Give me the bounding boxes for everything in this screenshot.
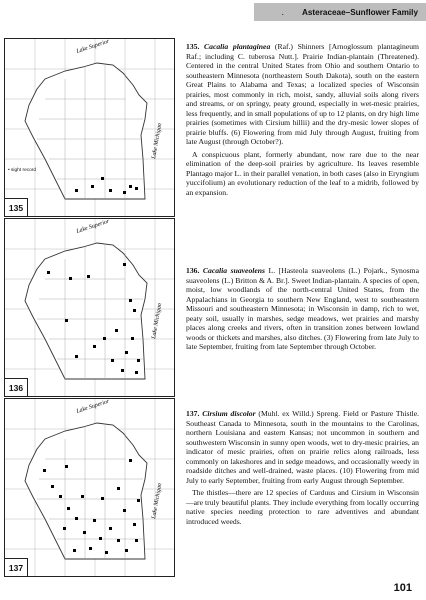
distribution-map-137 [4,398,175,577]
map-number: 137 [5,558,28,576]
scientific-name: Cirsium discolor [202,409,256,418]
species-entry-135 [186,42,419,200]
entry-paragraph [186,409,419,485]
lake-superior-label: Lake Superior [75,399,111,415]
map-number: 135 [5,198,28,216]
lake-superior-label: Lake Superior [75,39,111,55]
header-title: Asteraceae–Sunflower Family [301,7,418,17]
entry-paragraph-2: The thistles—there are 12 species of Carduus and Cirsium in Wisconsin—are truly beautiful plants. They include everything from locally occurring native species needing protection to rare adventives and abundant introduced weeds. [186,488,419,526]
scientific-name: Cacalia suaveolens [202,266,266,275]
wisconsin-map-svg [5,399,174,576]
header-bullet: . [281,7,284,17]
running-header [254,3,426,21]
entry-text: (Raf.) Shinners [Arnoglossum plantagineum Raf.; including C. tuberosa Nutt.]. Prairie Indian-plantain (Threatened). Centered in the central United States from Ohio and southern Ontario to southeastern Minnesota (northeastern South Dakota), south on the eastern Great Plains to Alabama and Texas; a localized species of Wisconsin prairies, most commonly in rich, moist, sandy, alluvial soils along rivers and streams, or on springy, peaty ground, especially in wet-mesic prairies, less frequently, and in small populations of up to 12 plants, on dry high lime prairies (sometimes with Cirsium hillii) and the dry-mesic lower slopes of prairie bluffs. (6) Flowering from mid July through August, fruiting from late August (through October?). [186,42,419,146]
species-entry-136 [186,266,419,355]
species-entry-137 [186,409,419,529]
lake-michigan-label: Lake Michigan [151,302,164,340]
entry-paragraph [186,42,419,147]
scientific-name: Cacalia plantaginea [204,42,271,51]
map-number: 136 [5,378,28,396]
wisconsin-map-svg [5,39,174,216]
lake-michigan-label: Lake Michigan [151,122,164,160]
entry-paragraph-2: A conspicuous plant, formerly abundant, now rare due to the near elimination of the deep-soil prairies by agriculture. Its leaves resemble Plantago major L. in their parallel venation, in both cases (also in Eryngium yuccifolium) an evolutionary reduction of the leaf to a midrib, followed by an expansion. [186,149,419,197]
lake-michigan-label: Lake Michigan [151,482,164,520]
entry-number: 137. [186,409,200,418]
entry-number: 136. [186,266,200,275]
entry-paragraph [186,266,419,352]
distribution-map-136 [4,218,175,397]
entry-text: L. [Hasteola suaveolens (L.) Pojark., Synosma suaveolens (L.) Britton & A. Br.]. Sweet Indian-plantain. A species of open, moist, low woodlands of the north-central United States, from the Appalachians in Georgia to southern New England, west to southeastern Missouri and southeastern Minnesota; in Wisconsin in damp, rich to wet, peaty soil, usually in marshes, sedge meadows, wet prairies and marshy places along creeks and rivers, often in transition zones between lowland woods or thickets and marshes, also ditches. (3) Flowering from late July to late September, fruiting from late September through October. [186,266,419,351]
legend-note: • sight record [8,168,37,173]
entry-text: (Muhl. ex Willd.) Spreng. Field or Pasture Thistle. Southeast Canada to Minnesota, south in the mountains to the Carolinas, northern Louisiana and eastern Kansas; not uncommon in southern and southwestern Wisconsin in sunny open woods, wet to dry-mesic prairies, an indicator of mesic prairies, often on prairie relics along railroads, less commonly on lakeshores and in sedge meadows, and occasionally weedy in roadside ditches and well-drained, waste places. (10) Flowering from mid July to early September, fruiting from early August through September. [186,409,420,485]
lake-superior-label: Lake Superior [75,219,111,235]
page-number: 101 [393,582,412,594]
wisconsin-map-svg [5,219,174,396]
distribution-map-135 [4,38,175,217]
entry-number: 135. [186,42,200,51]
